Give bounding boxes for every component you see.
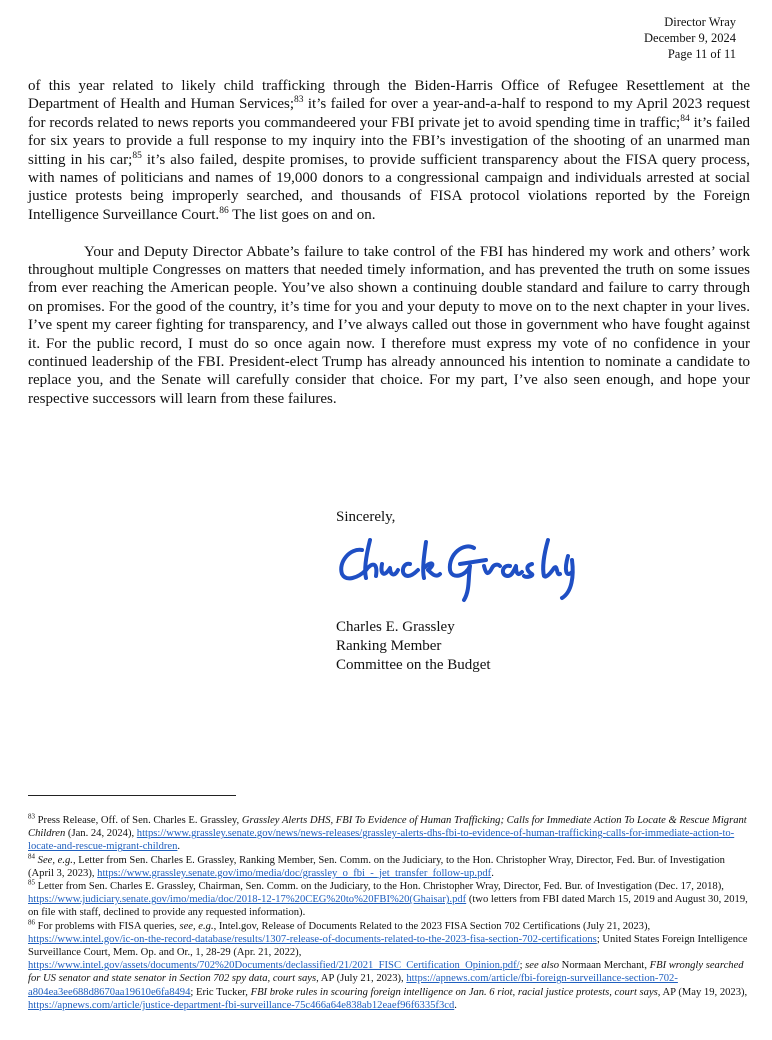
footnote-83: $^{83}$ Press Release, Off. of Sen. Charles E. Grassley, Grassley Alerts DHS, FBI To Evidence of Human Trafficking; Calls for Immediate Action To Locate & Rescue Migrant Children (Jan. 24, 2024), https://www.grassley.senate.gov/news/news-releases/grassley-alerts-dhs-fbi-to-evidence-of-human-trafficking-calls-for-immediate-action-to-locate-and-rescue-migrant-children. bbox=[28, 812, 747, 853]
footnote-85-link[interactable]: https://www.judiciary.senate.gov/imo/media/doc/2018-12-17%20CEG%20to%20FBI%20(Ghaisar).pdf bbox=[28, 894, 467, 906]
paragraph-1: of this year related to likely child trafficking through the Biden-Harris Office of Refugee Resettlement at the Department of Health and Human Services;$^{83}$ it’s failed for over a year-and-a-half to respond to my April 2023 request for records related to news reports you commandeered your FBI private jet to avoid spending time in traffic;$^{84}$ it’s failed for six years to provide a full response to my inquiry into the FBI’s investigation of the shooting of an unarmed man sitting in his car;$^{85}$ it’s also failed, despite promises, to provide sufficient transparency about the FISA query process, with names of politicians and names of 19,000 donors to a congressional campaign and individuals arrested at social justice protests being improperly searched, and thousands of FISA protocol violations reported by the Foreign Intelligence Surveillance Court.$^{86}$ The list goes on and on. bbox=[28, 78, 750, 223]
signatory-committee: Committee on the Budget bbox=[336, 656, 491, 673]
footnote-ref-86[interactable]: 86 bbox=[219, 205, 229, 216]
page-header bbox=[644, 14, 736, 62]
header-recipient: Director Wray bbox=[664, 15, 736, 29]
letter-body bbox=[28, 77, 750, 408]
footnote-86-link-3[interactable]: https://apnews.com/article/fbi-foreign-surveillance-section-702-a804ea3ee688d8670aa19610e6fa8494 bbox=[28, 973, 678, 998]
signatory-title: Ranking Member bbox=[336, 637, 442, 654]
footnote-85: $^{85}$ Letter from Sen. Charles E. Grassley, Chairman, Sen. Comm. on the Judiciary, to the Hon. Christopher Wray, Director, Fed. Bur. of Investigation (Dec. 17, 2018), https://www.judiciary.senate.gov/imo/media/doc/2018-12-17%20CEG%20to%20FBI%20(Ghaisar).pdf (two letters from FBI dated March 15, 2019 and August 30, 2019, on file with staff, declined to provide any requested information). bbox=[28, 878, 748, 919]
footnote-86-link-1[interactable]: https://www.intel.gov/ic-on-the-record-database/results/1307-release-of-documents-related-to-the-2023-fisa-section-702-certifications bbox=[28, 933, 597, 945]
closing-block bbox=[336, 508, 576, 675]
footnote-84-link[interactable]: https://www.grassley.senate.gov/imo/media/doc/grassley_o_fbi_-_jet_transfer_follow-up.pdf bbox=[97, 867, 492, 879]
footnote-86-link-2[interactable]: https://www.intel.gov/assets/documents/702%20Documents/declassified/21/2021_FISC_Certification_Opinion.pdf/ bbox=[28, 960, 520, 972]
paragraph-2: Your and Deputy Director Abbate’s failure to take control of the FBI has hindered my work and others’ work throughout multiple Congresses on matters that needed timely information, and has prevented the truth on some issues from ever reaching the American people. You’ve also shown a continuing double standard and failure to carry through on promises. For the good of the country, it’s time for you and your deputy to move on to the next chapter in your lives. I’ve spent my career fighting for transparency, and I’ve always called out those in government who have fought against it. For the public record, I must do so once again now. I therefore must express my vote of no confidence in your continued leadership of the FBI. President-elect Trump has already announced his intention to nominate a candidate to replace you, and the Senate will carefully consider that choice. For my part, I’ve also seen enough, and hope your respective successors will learn from these failures. bbox=[28, 243, 750, 407]
footnote-separator bbox=[28, 795, 236, 796]
signature-image bbox=[336, 530, 576, 606]
footnote-84: $^{84}$ See, e.g., Letter from Sen. Charles E. Grassley, Ranking Member, Sen. Comm. on the Judiciary, to the Hon. Christopher Wray, Director, Fed. Bur. of Investigation (April 3, 2023), https://www.grassley.senate.gov/imo/media/doc/grassley_o_fbi_-_jet_transfer_follow-up.pdf. bbox=[28, 852, 725, 879]
footnote-ref-85[interactable]: 85 bbox=[132, 150, 142, 161]
header-page-number: Page 11 of 11 bbox=[667, 47, 736, 61]
footnotes bbox=[28, 814, 748, 1012]
footnote-ref-83[interactable]: 83 bbox=[293, 95, 304, 106]
footnote-86: $^{86}$ For problems with FISA queries, see, e.g., Intel.gov, Release of Documents Related to the 2023 FISA Section 702 Certifications (July 21, 2023), https://www.intel.gov/ic-on-the-record-database/results/1307-release-of-documents-related-to-the-2023-fisa-section-702-certifications; United States Foreign Intelligence Surveillance Court, Mem. Op. and Or., 1, 28-29 (Apr. 21, 2022), https://www.intel.gov/assets/documents/702%20Documents/declassified/21/2021_FISC_Certification_Opinion.pdf/; see also Normaan Merchant, FBI wrongly searched for US senator and state senator in Section 702 spy data, court says, AP (July 21, 2023), https://apnews.com/article/fbi-foreign-surveillance-section-702-a804ea3ee688d8670aa19610e6fa8494; Eric Tucker, FBI broke rules in scouring foreign intelligence on Jan. 6 riot, racial justice protests, court says, AP (May 19, 2023), https://apnews.com/article/justice-department-fbi-surveillance-75c466a64e838ab12eaef96f6335f3cd. bbox=[28, 918, 748, 1011]
signatory-name: Charles E. Grassley bbox=[336, 618, 455, 635]
signatory-block bbox=[336, 618, 576, 675]
footnote-ref-84[interactable]: 84 bbox=[680, 113, 690, 124]
footnote-83-link[interactable]: https://www.grassley.senate.gov/news/news-releases/grassley-alerts-dhs-fbi-to-evidence-of-human-trafficking-calls-for-immediate-action-to-locate-and-rescue-migrant-children bbox=[28, 828, 735, 853]
salutation: Sincerely, bbox=[336, 509, 396, 525]
footnote-86-link-4[interactable]: https://apnews.com/article/justice-department-fbi-surveillance-75c466a64e838ab12eaef96f6335f3cd bbox=[28, 999, 455, 1011]
header-date: December 9, 2024 bbox=[644, 31, 736, 45]
